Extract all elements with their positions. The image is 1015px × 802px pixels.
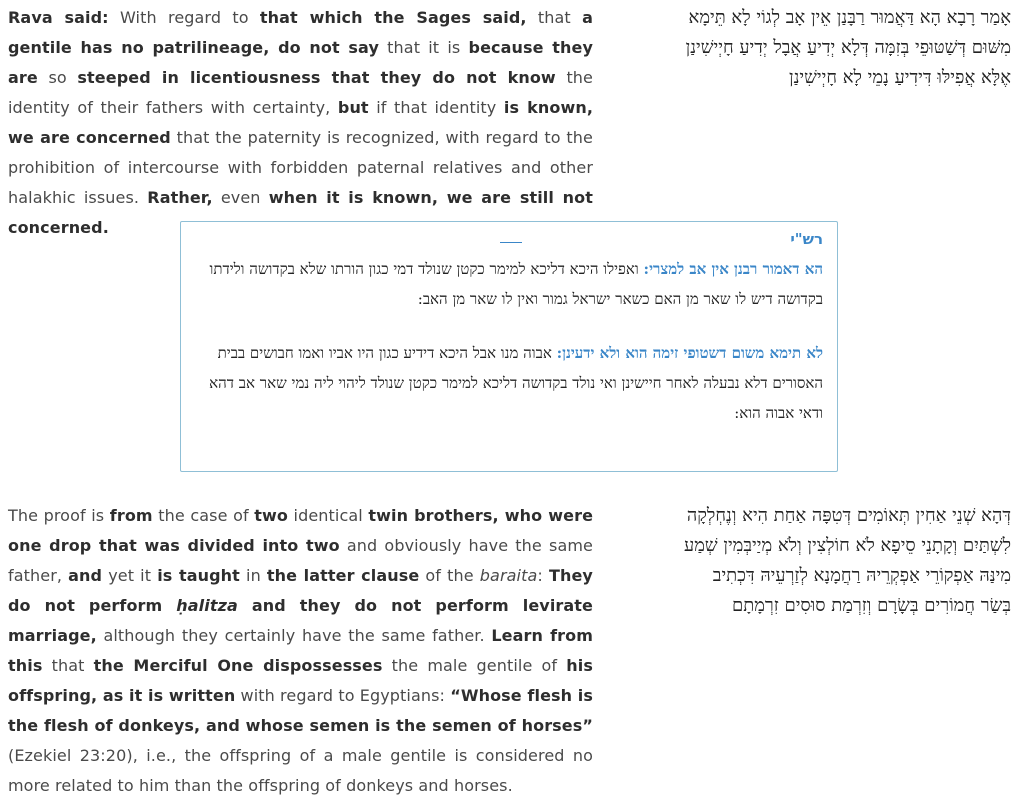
text-segment: yet it	[102, 566, 158, 585]
text-segment: of the	[419, 566, 480, 585]
text-segment: with regard to Egyptians:	[235, 686, 451, 705]
bold-text-segment: steeped in licentiousness that they do not know	[77, 68, 556, 87]
bold-text-segment: is known, we are concerned	[8, 98, 594, 147]
rashi-text: ואפילו היכא דליכא למימר כקטן שנולד דמי כגון הורתו שלא בקדושה ולידתו בקדושה דיש לו שאר מן האם כשאר ישראל גמור ואין לו שאר מן האב:	[209, 260, 823, 308]
rashi-dibbur-hamatchil: הא דאמור רבנן אין אב למצרי:	[643, 260, 823, 278]
text-segment: the male gentile of	[382, 656, 567, 675]
bold-text-segment: ḥalitza	[176, 596, 238, 615]
hebrew-line: דְּהָא שְׁנֵי אַחִין תְּאוֹמִים דְּטִפָּה אַחַת הִיא וְנֶחְלְקָה	[686, 505, 1011, 526]
rashi-title: רש"י	[790, 230, 823, 248]
text-segment: even	[212, 188, 269, 207]
bold-text-segment: a gentile has no patrilineage, do not say	[8, 8, 593, 57]
bold-text-segment: when it is known, we are still not concerned.	[8, 188, 593, 237]
text-segment: the identity of their fathers with certainty,	[8, 68, 593, 117]
text-segment: The proof is	[8, 506, 110, 525]
text-segment: :	[537, 566, 549, 585]
bold-text-segment: the latter clause	[266, 566, 420, 585]
english-translation-paragraph-2	[8, 501, 593, 801]
bold-text-segment: Learn from this	[8, 626, 594, 675]
hebrew-talmud-text-1	[615, 3, 1011, 93]
hebrew-line: אֶלָּא אֲפִילּוּ דִּידִיעַ נָמֵי לָא חָיְישִׁינַן	[788, 67, 1011, 88]
hebrew-line: אָמַר רָבָא הָא דַּאֲמוּר רַבָּנַן אֵין אָב לְגוֹי לָא תֵּימָא	[688, 7, 1011, 28]
text-segment: that the paternity is recognized, with regard to the prohibition of intercourse with forbidden paternal relatives and other halakhic issues.	[8, 128, 593, 207]
bold-text-segment: the Merciful One dispossesses	[93, 656, 383, 675]
bold-text-segment: his offspring, as it is written	[8, 656, 593, 705]
bold-text-segment: and	[68, 566, 103, 585]
rashi-entry	[195, 254, 823, 314]
bold-text-segment: is taught	[157, 566, 240, 585]
bold-text-segment: from	[109, 506, 153, 525]
hebrew-line: בְּשַׂר חֲמוֹרִים בְּשָׂרָם וְזִרְמַת סוּסִים זִרְמָתָם	[732, 595, 1011, 616]
text-segment: if that identity	[368, 98, 504, 117]
text-segment: and obviously have the same father,	[8, 536, 593, 585]
text-segment: in	[239, 566, 267, 585]
hebrew-talmud-text-2	[615, 501, 1011, 621]
bold-text-segment: Rather,	[147, 188, 213, 207]
rashi-commentary-box	[180, 221, 838, 472]
title-divider	[500, 242, 522, 243]
bold-text-segment: twin brothers, who were one drop that was divided into two	[8, 506, 594, 555]
hebrew-line: מִינַּהּ אַפְקוֹרֵי אַפְקְרֵיהּ רַחֲמָנָא לְזַרְעֵיהּ דִּכְתִיב	[712, 565, 1011, 586]
text-segment: that it is	[379, 38, 469, 57]
text-segment: so	[37, 68, 78, 87]
hebrew-line: מִשּׁוּם דְּשַׁטּוּפֵי בְּזִמָּה דְּלָא יְדִיעַ אֲבָל יְדִיעַ חָיְישִׁינַן	[685, 37, 1011, 58]
bold-text-segment: and they do not perform levirate marriage,	[8, 596, 594, 645]
bold-text-segment: They do not perform	[8, 566, 593, 615]
bold-text-segment: because they are	[8, 38, 593, 87]
text-segment: the case of	[152, 506, 255, 525]
text-segment: although they certainly have the same father.	[96, 626, 492, 645]
rashi-text: אבוה מנו אבל היכא דידיע כגון היו אביו ואמו חבושים בבית האסורים דלא נבעלה לאחר חיישינן ואי נולד בקדושה דליכא למימר כקטן שנולד ליהוי ליה נמי שאר אב דהא ודאי אבוה הוא:	[209, 344, 823, 422]
bold-text-segment: “Whose flesh is the flesh of donkeys, and whose semen is the semen of horses”	[8, 686, 594, 735]
text-segment: With regard to	[108, 8, 260, 27]
bold-text-segment: but	[337, 98, 369, 117]
bold-text-segment: two	[254, 506, 288, 525]
text-segment: (Ezekiel 23:20), i.e., the offspring of a male gentile is considered no more related to him than the offspring of donkeys and horses.	[8, 746, 593, 795]
hebrew-line: לִשְׁתַּיִם וְקָתָנֵי סֵיפָא לֹא חוֹלְצִין וְלֹא מְיַיבְּמִין שְׁמַע	[684, 535, 1011, 556]
text-segment: baraita	[479, 566, 538, 585]
rashi-dibbur-hamatchil: לא תימא משום דשטופי זימה הוא ולא ידעינן:	[556, 344, 823, 362]
text-segment: that	[42, 656, 94, 675]
bold-text-segment: Rava said:	[8, 8, 109, 27]
bold-text-segment: that which the Sages said,	[259, 8, 527, 27]
rashi-entry	[195, 338, 823, 428]
text-segment: that	[526, 8, 583, 27]
text-segment: identical	[288, 506, 369, 525]
english-translation-paragraph-1	[8, 3, 593, 243]
